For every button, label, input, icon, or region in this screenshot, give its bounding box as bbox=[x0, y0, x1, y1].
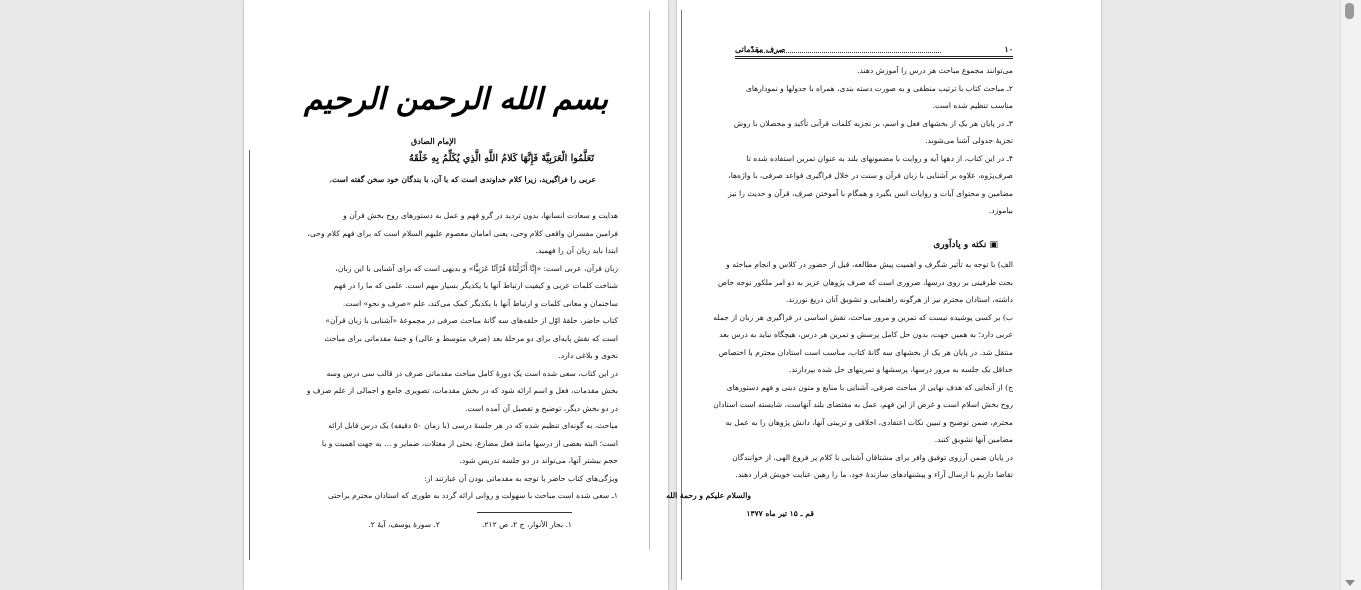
left-body-text bbox=[288, 207, 618, 505]
text-line: کتاب حاضر، حلقهٔ اوّل از حلقه‌های سه گانهٔ مباحث صرفی در مجموعهٔ «آشنایی با زبان قرآن» bbox=[325, 316, 618, 325]
section-bullet-icon: ▣ bbox=[986, 240, 998, 250]
text-line: تقاضا داریم با ارسال آراء و پیشنهادهای سازندهٔ خود، ما را رهین عنایت خویش قرار دهند. bbox=[735, 470, 1013, 479]
text-line: مضامین و محتوای آیات و روایات انس بگیرد و همگام با آموختن صرف، قرآن و حدیث را نیز bbox=[728, 188, 1013, 198]
arabic-quote: تَعَلَّمُوا الْعَرَبِيَّةَ فَإِنَّهَا كَلامُ اللَّهِ الَّذِي يُكَلِّمُ بِهِ خَلْقَهُ bbox=[409, 153, 594, 164]
text-line: ساختمان و معانی کلمات و ارتباط آنها با یکدیگر کمک می‌کند، علم «صرف و نحو» است. bbox=[342, 298, 618, 308]
text-line: مباحث، به گونه‌ای تنظیم شده که در هر جلسهٔ درسی (با زمان ۵۰ دقیقه) یک درس قابل ارائه bbox=[328, 421, 618, 430]
text-line: ۳ـ در پایان هر یک از بخشهای فعل و اسم، بر تجزیه کلمات قرآنی تأکید و محصلان با روش bbox=[733, 118, 1013, 128]
text-line: منتقل شد. در پایان هر یک از بخشهای سه گانهٔ کتاب، مناسب است استادان محترم با اختصاص bbox=[718, 347, 1013, 357]
text-line: ج) از آنجایی که هدف نهایی از مباحث صرفی، آشنایی با منابع و متون دینی و فهم دستورهای bbox=[726, 382, 1013, 392]
text-line: ۴ـ در این کتاب، از دهها آیه و روایت با مضمونهای بلند به عنوان تمرین استفاده شده تا bbox=[746, 153, 1013, 163]
text-line: ویژگی‌های کتاب حاضر با توجه به مقدماتی بودن آن عبارتند از: bbox=[424, 473, 618, 483]
text-line: هدایت و سعادت انسانها، بدون تردید در گرو فهم و عمل به دستورهای روح بخش قرآن و bbox=[343, 211, 618, 220]
date-line: قم ـ ۱۵ تیر ماه ۱۳۷۷ bbox=[746, 509, 814, 518]
text-line: شناخت کلمات عربی و کیفیت ارتباط آنها با یکدیگر بسیار مهم است. علمی که ما را در فهم bbox=[333, 281, 618, 290]
text-line: مناسب تنظیم شده است. bbox=[932, 101, 1013, 110]
imam-title: الإمام الصادق bbox=[410, 136, 456, 146]
text-line: ۲ـ مباحث کتاب با ترتیب منطقی و به صورت دسته بندی، همراه با جدولها و نمودارهای bbox=[745, 83, 1013, 93]
text-line: مضامین آنها تشویق کنند. bbox=[934, 435, 1013, 444]
text-line: در پایان ضمن آرزوی توفیق وافر برای مشتاقان آشنایی با کلام پر فروغ الهی، از خوانندگان bbox=[732, 452, 1013, 462]
text-line: صرف‌پژوه، علاوه بر آشنایی با زبان قرآن و سنت در خلال فراگیری قواعد صرفی، با واژه‌ها، bbox=[728, 171, 1013, 180]
running-title: صرف مقدّماتی bbox=[735, 44, 786, 54]
header-rule bbox=[735, 58, 1013, 59]
text-line: ۱ـ سعی شده است مباحث با سهولت و روانی ارائه گردد به طوری که استادان محترم براحتی bbox=[327, 491, 618, 500]
text-line: در این کتاب، سعی شده است یک دورهٔ کامل مباحث مقدماتی صرف در قالب سی درس وسه bbox=[326, 368, 618, 378]
text-line: بخش مقدمات، فعل و اسم ارائه شود که در بخش مقدمات، تصویری جامع و اجمالی از علم صرف و bbox=[306, 386, 618, 395]
page-number: ۱۰ bbox=[1004, 44, 1013, 54]
notes-text bbox=[713, 256, 1013, 484]
scrollbar-thumb[interactable] bbox=[1345, 3, 1354, 19]
text-line: زبان قرآن، عربی است: «إِنَّا أَنْزَلْنَاهُ قُرْآنًا عَرَبِيًّا» و بدیهی است که برای آشنایی با این زبان، bbox=[335, 263, 618, 273]
text-line: تجزیهٔ جدولی آشنا می‌شوند. bbox=[925, 136, 1013, 145]
basmala-calligraphy: بسم الله الرحمن الرحيم bbox=[303, 82, 609, 117]
text-line: الف) با توجه به تأثیر شگرف و اهمیت پیش مطالعه، قبل از حضور در کلاس و انجام مباحثه و bbox=[726, 260, 1013, 269]
text-line: بیاموزد. bbox=[988, 206, 1013, 215]
quote-translation: عربی را فراگیرید، زیرا کلام خداوندی است که با آن، با بندگان خود سخن گفته است. bbox=[329, 175, 596, 184]
text-line: حجم بیشتر آنها، می‌تواند در دو جلسه تدریس شود. bbox=[459, 456, 618, 465]
footnote-1: ۱. بحار الأنوار، ج ۲، ص ۲۱۲. bbox=[481, 520, 572, 529]
text-line: روح بخش اسلام است و غرض از این فهم، عمل به مقتضای بلند آنهاست، شایسته است استادان bbox=[713, 400, 1013, 409]
page-left bbox=[244, 0, 668, 590]
text-line: می‌توانند مجموع مباحث هر درس را آموزش دهند. bbox=[857, 66, 1013, 75]
text-line: داشته، استادان محترم نیز از هرگونه راهنمایی و تشویق آنان دریغ نورزند. bbox=[785, 295, 1013, 304]
section-heading bbox=[933, 240, 998, 251]
text-line: است که نقش پایه‌ای برای دو مرحلهٔ بعد (صرف متوسط و عالی) و جنبهٔ مقدماتی برای مباحث bbox=[324, 333, 618, 343]
text-line: حداقل یک جلسه به مرور درسها، پرسشها و تمرینهای حل شده بپردازند. bbox=[789, 365, 1013, 374]
page-right bbox=[666, 0, 1101, 590]
scroll-down-arrow-icon[interactable] bbox=[1345, 580, 1355, 586]
text-line: محترم، ضمن توضیح و تبیین نکات اعتقادی، اخلاقی و تربیتی آنها، دانش پژوهان را به عمل به bbox=[725, 417, 1013, 427]
text-line: نحوی و بلاغی دارد. bbox=[558, 351, 618, 360]
scan-edge bbox=[249, 150, 250, 560]
text-line: است؛ البته بعضی از درسها مانند فعل مضارع، بحثی از معتلات، ضمایر و ... به جهت اهمیت و یا bbox=[321, 438, 618, 448]
text-line: بحث طرفینی بر روی درسها، ضروری است که صرف پژوهان عزیز به دو امر ملکور توجه خاص bbox=[717, 277, 1013, 287]
footnote-separator bbox=[477, 512, 572, 513]
section-title: نکته و یادآوری bbox=[933, 240, 987, 250]
vertical-scrollbar[interactable] bbox=[1340, 0, 1361, 590]
footnote-2: ۲. سورهٔ یوسف، آیهٔ ۲. bbox=[368, 520, 440, 529]
text-line: عربی دارد؛ به همین جهت، بدون حل کامل پرسش و تمرین هر درس، هیچگاه نباید به درس بعد bbox=[719, 330, 1013, 339]
text-line: ابتدا باید زبان آن را فهمید. bbox=[535, 246, 618, 255]
intro-text bbox=[728, 62, 1013, 220]
header-rule bbox=[735, 56, 1013, 57]
text-line: در دو بخش دیگر، توضیح و تفصیل آن آمده است. bbox=[465, 403, 618, 413]
text-line: ب) بر کسی پوشیده نیست که تمرین و مرور مباحث، نقش اساسی در فراگیری هر زبان از جمله bbox=[713, 312, 1013, 322]
text-line: فرامین مفسران واقعی کلام وحی، یعنی امامان معصوم علیهم السلام است که برای فهم کلام وحی، bbox=[307, 228, 618, 238]
closing-salutation: والسلام علیکم و رحمة الله bbox=[666, 491, 751, 500]
